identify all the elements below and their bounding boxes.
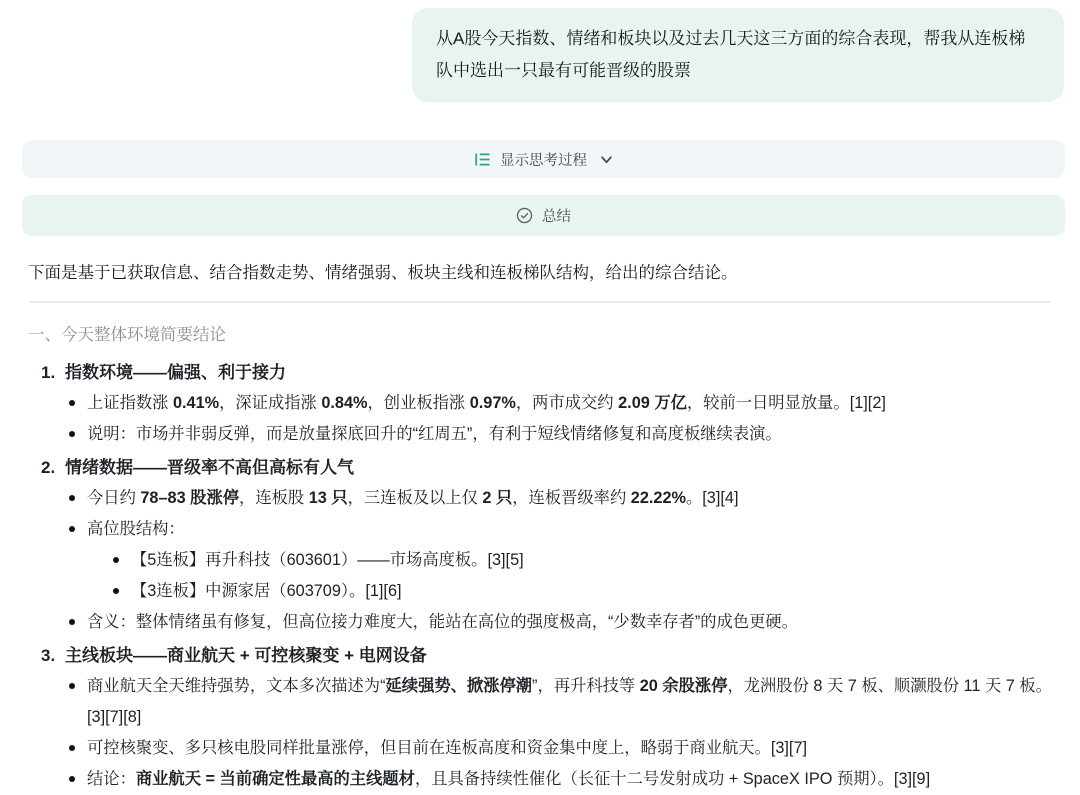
list-item-title-row: [28, 452, 1052, 483]
bullet-text: 今日约 78–83 股涨停，连板股 13 只，三连板及以上仅 2 只，连板晋级率约 22.22%。[3][4]: [87, 489, 739, 507]
intro-paragraph: 下面是基于已获取信息、结合指数走势、情绪强弱、板块主线和连板梯队结构，给出的综合结论。: [28, 264, 738, 282]
user-message-bubble: [412, 8, 1064, 102]
bullet-item: [28, 671, 1052, 733]
bullet-text: 结论：商业航天 = 当前确定性最高的主线题材，且具备持续性催化（长征十二号发射成功 + SpaceX IPO 预期）。[3][9]: [87, 770, 931, 788]
bullet-text: 高位股结构：: [87, 520, 185, 538]
conclusion-list: [28, 357, 1052, 795]
bullet-dot: [69, 683, 75, 689]
bullet-dot: [69, 776, 75, 782]
check-circle-icon: [516, 207, 533, 224]
bullet-item: [28, 607, 1052, 638]
bullet-item: [28, 388, 1052, 419]
list-item-number: 3.: [41, 646, 56, 665]
list-item-title: 指数环境——偏强、利于接力: [65, 363, 286, 382]
bullet-dot: [69, 431, 75, 437]
bullet-text: 说明：市场并非弱反弹，而是放量探底回升的“红周五”，有利于短线情绪修复和高度板继续表演。: [87, 425, 782, 443]
bullet-item: [28, 483, 1052, 514]
bullet-item: [28, 545, 1052, 576]
bullet-dot: [69, 745, 75, 751]
bullet-text: 商业航天全天维持强势，文本多次描述为“延续强势、掀涨停潮”，再升科技等 20 余股涨停，龙洲股份 8 天 7 板、顺灏股份 11 天 7 板。[3][7][8]: [87, 677, 1052, 726]
bullet-text: 可控核聚变、多只核电股同样批量涨停，但目前在连板高度和资金集中度上，略弱于商业航天。[3][7]: [87, 739, 808, 757]
list-item-number: 2.: [41, 458, 56, 477]
bullet-text: 【3连板】中源家居（603709）。[1][6]: [131, 582, 402, 600]
list-item-title-row: [28, 357, 1052, 388]
bullet-item: [28, 733, 1052, 764]
list-item-number: 1.: [41, 363, 56, 382]
show-thinking-label: 显示思考过程: [500, 152, 587, 169]
list-item-title-row: [28, 640, 1052, 671]
divider: [30, 301, 1050, 303]
list-outline-icon: [474, 151, 491, 168]
section-heading: 一、今天整体环境简要结论: [28, 326, 226, 344]
bullet-item: [28, 514, 1052, 545]
bullet-dot: [69, 526, 75, 532]
summary-section-bar[interactable]: [22, 195, 1065, 236]
list-item-title: 情绪数据——晋级率不高但高标有人气: [65, 458, 354, 477]
bullet-item: [28, 576, 1052, 607]
user-message-text: 从A股今天指数、情绪和板块以及过去几天这三方面的综合表现，帮我从连板梯队中选出一只最有可能晋级的股票: [436, 29, 1026, 80]
bullet-item: [28, 419, 1052, 450]
show-thinking-toggle[interactable]: [22, 140, 1065, 178]
bullet-text: 上证指数涨 0.41%，深证成指涨 0.84%，创业板指涨 0.97%，两市成交约 2.09 万亿，较前一日明显放量。[1][2]: [87, 394, 886, 412]
bullet-text: 含义：整体情绪虽有修复，但高位接力难度大，能站在高位的强度极高，“少数幸存者”的成色更硬。: [87, 613, 798, 631]
assistant-answer: [0, 260, 1080, 795]
bullet-text: 【5连板】再升科技（603601）——市场高度板。[3][5]: [131, 551, 524, 569]
bullet-dot: [69, 495, 75, 501]
chevron-down-icon: [600, 153, 613, 166]
bullet-dot: [69, 619, 75, 625]
bullet-dot: [113, 557, 119, 563]
user-message-row: [0, 0, 1080, 102]
summary-label: 总结: [542, 209, 571, 225]
bullet-item: [28, 764, 1052, 795]
list-item-title: 主线板块——商业航天 + 可控核聚变 + 电网设备: [65, 646, 427, 665]
bullet-dot: [113, 588, 119, 594]
bullet-dot: [69, 400, 75, 406]
